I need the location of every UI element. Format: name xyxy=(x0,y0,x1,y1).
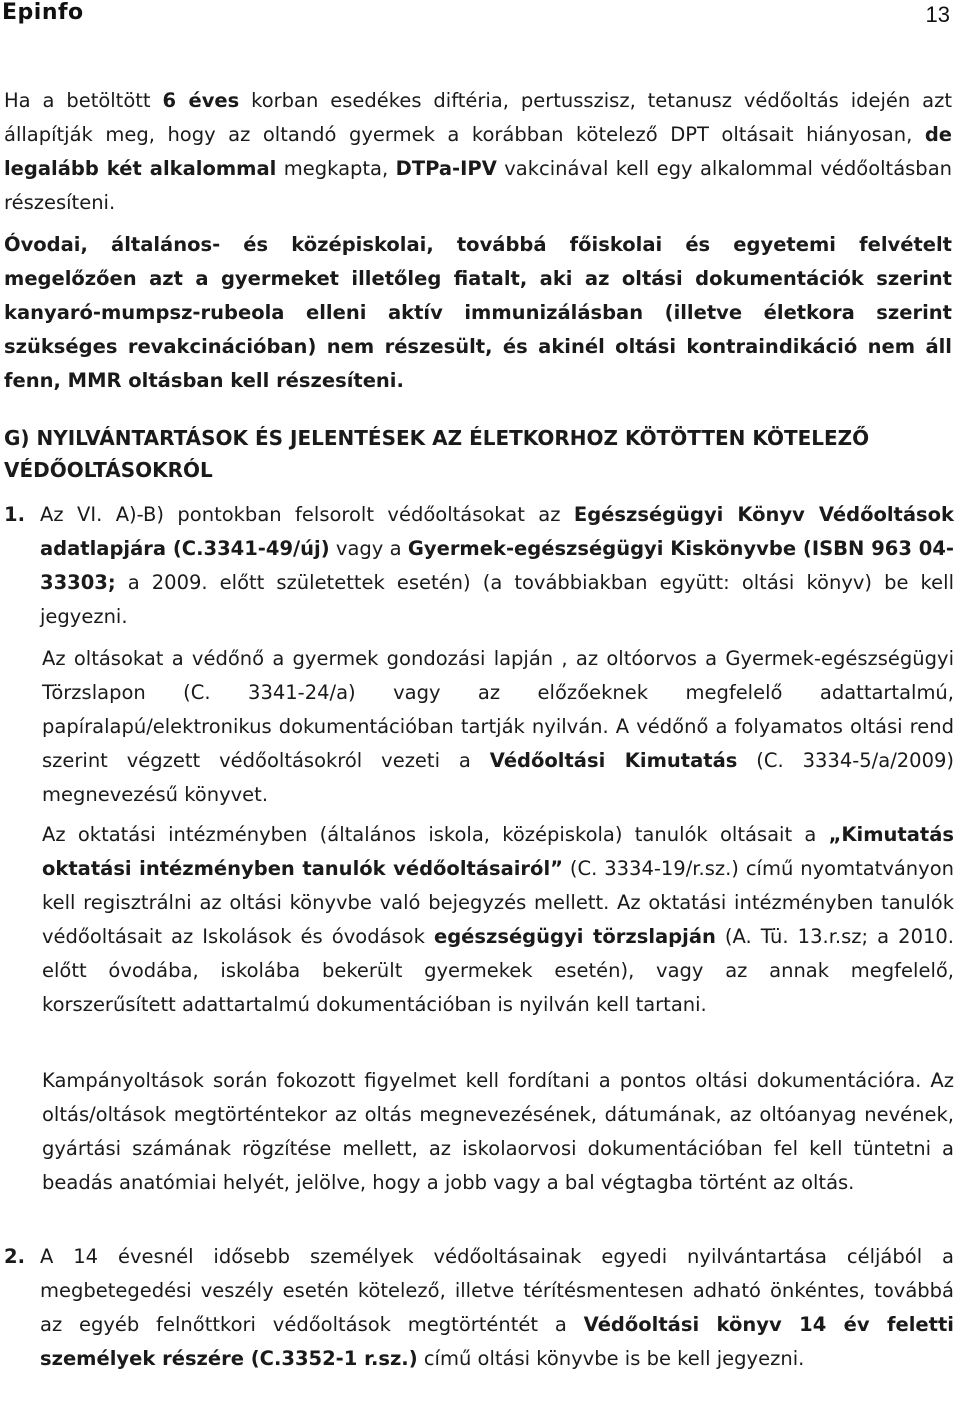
item-1-campaign-vaccinations: Kampányoltások során fokozott figyelmet kell fordítani a pontos oltási dokumentációra. Az oltás/oltások megtörténtekor az oltás megnevezésének, dátumának, az oltóanyag nevének, gyártási számának rögzítése mellett, az iskolaorvosi dokumentációban fel kell tüntetni a beadás anatómiai helyét, jelölve, hogy a jobb vagy a bal végtagba történt az oltás. xyxy=(42,1069,954,1194)
section-g-heading: G) NYILVÁNTARTÁSOK ÉS JELENTÉSEK AZ ÉLETKORHOZ KÖTÖTTEN KÖTELEZŐ VÉDŐOLTÁSOKRÓL xyxy=(4,426,870,482)
item-1-paragraph: Az VI. A)-B) pontokban felsorolt védőoltásokat az Egészségügyi Könyv Védőoltások adatlapjára (C.3341-49/új) vagy a Gyermek-egészségügyi Kiskönyvbe (ISBN 963 04-33303; a 2009. előtt születettek esetén) (a továbbiakban együtt: oltási könyv) be kell jegyezni. xyxy=(40,503,955,628)
item-1-vaccination-records: Az oltásokat a védőnő a gyermek gondozási lapján , az oltóorvos a Gyermek-egészségügyi Törzslapon (C. 3341-24/a) vagy az előzőeknek megfelelő adattartalmú, papíralapú/elektronikus dokumentációban tartják nyilván. A védőnő a folyamatos oltási rend szerint végzett védőoltásokról vezeti a Védőoltási Kimutatás (C. 3334-5/a/2009) megnevezésű könyvet. xyxy=(42,647,955,806)
item-1-school-records: Az oktatási intézményben (általános iskola, középiskola) tanulók oltásait a „Kimutatás oktatási intézményben tanulók védőoltásairól” (C. 3334-19/r.sz.) című nyomtatványon kell regisztrálni az oltási könyvbe való bejegyzés mellett. Az oktatási intézményben tanulók védőoltásait az Iskolások és óvodások egészségügyi törzslapján (A. Tü. 13.r.sz; a 2010. előtt óvodába, iskolába bekerült gyermekek esetén), vagy az annak megfelelő, korszerűsített adattartalmú dokumentációban is nyilván kell tartani. xyxy=(42,823,955,1016)
item-1-number: 1. xyxy=(4,503,25,526)
paragraph-dtpa-ipv: Ha a betöltött 6 éves korban esedékes diftéria, pertusszisz, tetanusz védőoltás idején azt állapítják meg, hogy az oltandó gyermek a korábban kötelező DPT oltásait hiányosan, de legalább két alkalommal megkapta, DTPa-IPV vakcinával kell egy alkalommal védőoltásban részesíteni. xyxy=(4,89,952,214)
item-2-number: 2. xyxy=(4,1245,25,1268)
item-2-paragraph: A 14 évesnél idősebb személyek védőoltásainak egyedi nyilvántartása céljából a megbetegedési veszély esetén kötelező, illetve térítésmentesen adható önkéntes, továbbá az egyéb felnőttkori védőoltások megtörténtét a Védőoltási könyv 14 év feletti személyek részére (C.3352-1 r.sz.) című oltási könyvbe is be kell jegyezni. xyxy=(40,1245,954,1370)
paragraph-mmr: Óvodai, általános- és középiskolai, továbbá főiskolai és egyetemi felvételt megelőzően azt a gyermeket illetőleg fiatalt, aki az oltási dokumentációk szerint kanyaró-mumpsz-rubeola elleni aktív immunizálásban (illetve életkora szerint szükséges revakcinációban) nem részesült, és akinél oltási kontraindikáció nem áll fenn, MMR oltásban kell részesíteni. xyxy=(4,233,952,392)
epinfo-logo: Epinfo xyxy=(2,0,84,25)
page-number: 13 xyxy=(925,2,950,27)
page-header xyxy=(0,0,960,36)
